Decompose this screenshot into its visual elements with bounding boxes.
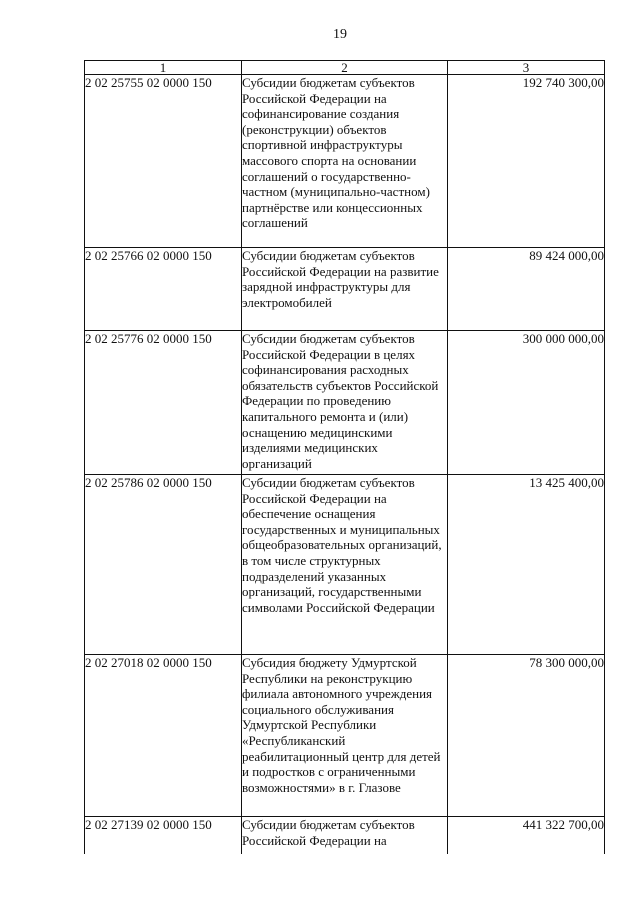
description-cell: Субсидии бюджетам субъектов Российской Федерации на обеспечение оснащения государственных и муниципальных общеобразовательных организаций, в том числе структурных подразделений указанных организаций, государственными символами Российской Федерации [242,475,448,655]
table-header-row [85,61,605,75]
amount-cell: 192 740 300,00 [448,75,605,248]
table-row [85,817,605,854]
page-number: 19 [333,27,347,42]
amount-cell: 13 425 400,00 [448,475,605,655]
column-header-3: 3 [448,61,605,75]
amount-cell: 441 322 700,00 [448,817,605,854]
amount-cell: 89 424 000,00 [448,248,605,331]
description-cell: Субсидии бюджетам субъектов Российской Федерации на [242,817,448,854]
budget-table [84,60,605,854]
budget-code-cell: 2 02 25755 02 0000 150 [85,75,242,248]
budget-code-cell: 2 02 27018 02 0000 150 [85,655,242,817]
budget-code-cell: 2 02 25776 02 0000 150 [85,331,242,475]
amount-cell: 78 300 000,00 [448,655,605,817]
column-header-1: 1 [85,61,242,75]
budget-code-cell: 2 02 25766 02 0000 150 [85,248,242,331]
table-row [85,75,605,248]
description-cell: Субсидии бюджетам субъектов Российской Федерации в целях софинансирования расходных обязательств субъектов Российской Федерации по проведению капитального ремонта и (или) оснащению медицинскими изделиями медицинских организаций [242,331,448,475]
description-cell: Субсидии бюджетам субъектов Российской Федерации на развитие зарядной инфраструктуры для электромобилей [242,248,448,331]
description-cell: Субсидия бюджету Удмуртской Республики на реконструкцию филиала автономного учреждения социального обслуживания Удмуртской Республики «Республиканский реабилитационный центр для детей и подростков с ограниченными возможностями» в г. Глазове [242,655,448,817]
amount-cell: 300 000 000,00 [448,331,605,475]
budget-code-cell: 2 02 27139 02 0000 150 [85,817,242,854]
table-row [85,331,605,475]
table-row [85,248,605,331]
column-header-2: 2 [242,61,448,75]
table-row [85,655,605,817]
description-cell: Субсидии бюджетам субъектов Российской Федерации на софинансирование создания (реконструкции) объектов спортивной инфраструктуры массового спорта на основании соглашений о государственно-частном (муниципально-частном) партнёрстве или концессионных соглашений [242,75,448,248]
table-row [85,475,605,655]
budget-code-cell: 2 02 25786 02 0000 150 [85,475,242,655]
